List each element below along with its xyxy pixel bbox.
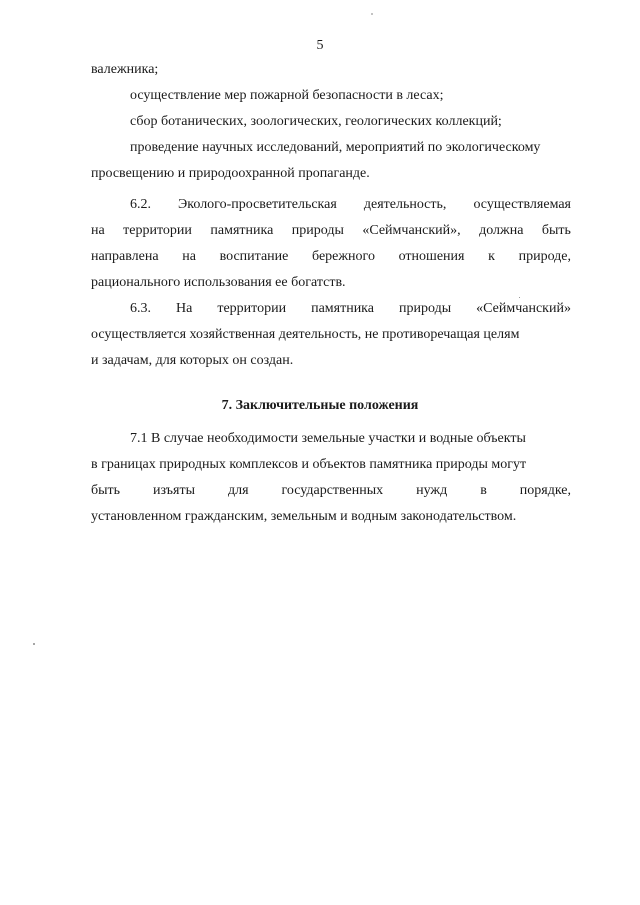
word: бережного bbox=[312, 249, 375, 264]
word: воспитание bbox=[219, 249, 289, 264]
word: «Сеймчанский», bbox=[362, 223, 461, 238]
paragraph-6-2 bbox=[91, 192, 571, 296]
word: направлена bbox=[91, 249, 159, 264]
word: осуществляемая bbox=[473, 197, 571, 212]
scan-speck bbox=[33, 643, 35, 645]
word: быть bbox=[541, 223, 571, 238]
text-line: валежника; bbox=[91, 62, 159, 77]
word: территории bbox=[123, 223, 192, 238]
word: изъяты bbox=[153, 483, 195, 498]
text-line: установленном гражданским, земельным и водным законодательством. bbox=[91, 509, 517, 524]
word: отношения bbox=[398, 249, 465, 264]
section-heading: 7. Заключительные положения bbox=[221, 398, 419, 413]
word: памятника bbox=[210, 223, 274, 238]
justified-line bbox=[91, 244, 571, 270]
list-item-fire-safety: осуществление мер пожарной безопасности в лесах; bbox=[130, 88, 444, 103]
text-line: и задачам, для которых он создан. bbox=[91, 353, 294, 368]
word: для bbox=[227, 483, 249, 498]
word: территории bbox=[217, 301, 287, 316]
word: к bbox=[488, 249, 495, 264]
scan-speck bbox=[371, 13, 373, 15]
word: в bbox=[480, 483, 487, 498]
word: памятника bbox=[311, 301, 374, 316]
list-item-research-cont: просвещению и природоохранной пропаганде. bbox=[91, 166, 370, 181]
word: на bbox=[91, 223, 105, 238]
word: природе, bbox=[518, 249, 571, 264]
word: Эколого-просветительская bbox=[178, 197, 337, 212]
paragraph-7-1 bbox=[91, 426, 571, 530]
list-item-collections: сбор ботанических, зоологических, геологических коллекций; bbox=[130, 114, 502, 129]
paragraph-6-3 bbox=[91, 296, 571, 374]
justified-line bbox=[91, 218, 571, 244]
word: природы bbox=[399, 301, 452, 316]
word: природы bbox=[291, 223, 344, 238]
word: На bbox=[176, 301, 193, 316]
section-6-list bbox=[91, 57, 571, 187]
word: деятельность, bbox=[363, 197, 447, 212]
text-line: осуществляется хозяйственная деятельность, не противоречащая целям bbox=[91, 327, 520, 342]
list-item-research: проведение научных исследований, мероприятий по экологическому bbox=[130, 140, 541, 155]
word: государственных bbox=[281, 483, 384, 498]
justified-line bbox=[130, 192, 571, 218]
word: на bbox=[182, 249, 196, 264]
page-number: 5 bbox=[316, 38, 324, 53]
word: «Сеймчанский» bbox=[476, 301, 571, 316]
word: быть bbox=[91, 483, 121, 498]
word: 6.2. bbox=[130, 197, 151, 212]
text-line: в границах природных комплексов и объектов памятника природы могут bbox=[91, 457, 527, 472]
word: 6.3. bbox=[130, 301, 151, 316]
text-line: рационального использования ее богатств. bbox=[91, 275, 346, 290]
justified-line bbox=[130, 296, 571, 322]
justified-line bbox=[91, 478, 571, 504]
text-line: 7.1 В случае необходимости земельные участки и водные объекты bbox=[130, 431, 526, 446]
word: порядке, bbox=[519, 483, 571, 498]
word: нужд bbox=[416, 483, 448, 498]
word: должна bbox=[479, 223, 524, 238]
